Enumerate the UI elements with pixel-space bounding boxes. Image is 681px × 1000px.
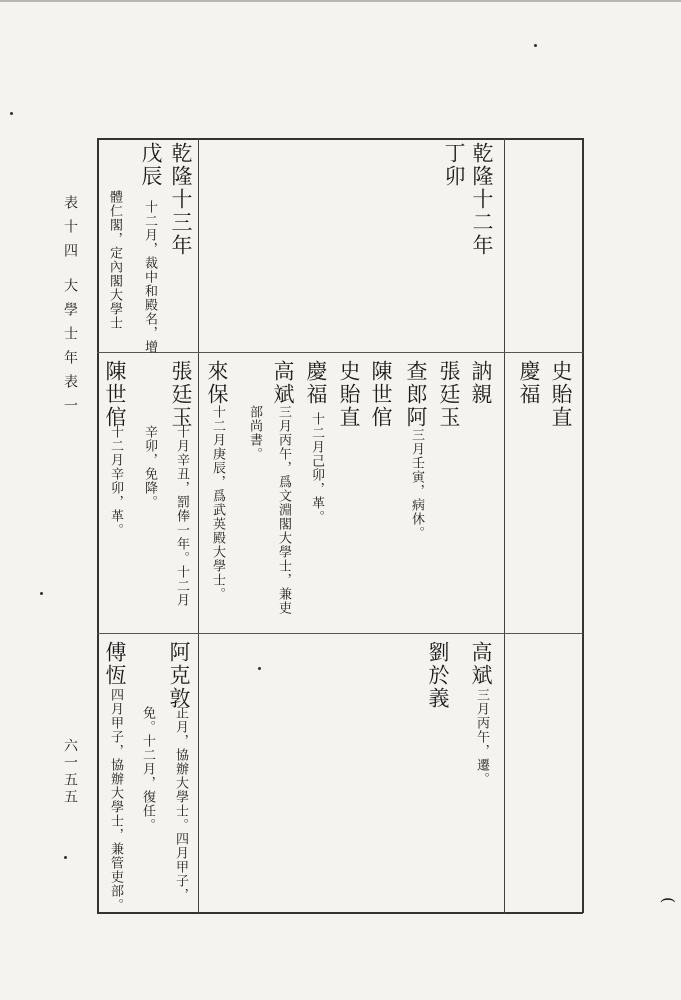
table-left-rule [97, 138, 99, 913]
section-label: 表十四 [62, 195, 78, 267]
official-name: 訥親 [469, 360, 493, 406]
year-heading: 乾隆十三年 [169, 142, 193, 257]
official-note: 三月丙午，遷。 [474, 688, 489, 786]
table-top-rule [97, 138, 583, 140]
official-name: 劉於義 [426, 641, 450, 710]
scan-speck [258, 667, 261, 670]
row-divider [97, 633, 583, 634]
table-bottom-rule [97, 912, 583, 914]
scan-speck [64, 856, 67, 859]
official-name: 慶福 [304, 360, 328, 406]
page-number: 六一五五 [62, 738, 78, 806]
ganzhi: 戊辰 [139, 142, 163, 188]
running-title: 大學士年表一 [62, 278, 78, 422]
official-note: 正月，協辦大學士。四月甲子， [173, 706, 188, 902]
official-note: 三月壬寅，病休。 [409, 428, 424, 540]
official-name: 來保 [205, 360, 229, 406]
official-name: 張廷玉 [169, 360, 193, 429]
official-name: 傅恆 [103, 641, 127, 687]
ganzhi: 丁卯 [442, 142, 466, 188]
table-right-rule [582, 138, 584, 913]
official-name: 陳世倌 [369, 360, 393, 429]
official-note: 十月辛丑，罰俸一年。十二月 [174, 425, 189, 607]
column-divider [504, 138, 505, 913]
official-note: 十二月辛卯，革。 [108, 425, 123, 537]
official-name: 高斌 [469, 641, 493, 687]
scan-speck [40, 592, 43, 595]
official-name: 慶福 [517, 360, 541, 406]
column-divider [198, 138, 199, 913]
year-heading: 乾隆十二年 [470, 142, 494, 257]
year-note: 十二月，裁中和殿名，增 [142, 200, 157, 354]
scan-top-edge [0, 0, 681, 2]
year-note: 體仁閣，定內閣大學士 [107, 190, 122, 330]
row-divider [97, 352, 583, 353]
official-name: 史貽直 [337, 360, 361, 429]
official-note: 部尚書。 [247, 405, 262, 461]
official-name: 阿克敦 [167, 641, 191, 710]
scan-speck [10, 112, 13, 115]
official-name: 查郎阿 [404, 360, 428, 429]
official-note: 三月丙午，爲文淵閣大學士，兼吏 [276, 405, 291, 615]
official-note: 辛卯，免降。 [142, 425, 157, 509]
scan-speck [534, 44, 537, 47]
official-note: 十二月己卯，革。 [309, 412, 324, 524]
official-name: 史貽直 [549, 360, 573, 429]
official-name: 陳世倌 [103, 360, 127, 429]
official-name: 高斌 [271, 360, 295, 406]
official-note: 十二月庚辰，爲武英殿大學士。 [210, 405, 225, 601]
official-note: 免。十二月，復任。 [140, 706, 155, 832]
official-note: 四月甲子，協辦大學士，兼管吏部。 [108, 688, 123, 912]
edge-mark: ( [659, 897, 678, 904]
official-name: 張廷玉 [437, 360, 461, 429]
